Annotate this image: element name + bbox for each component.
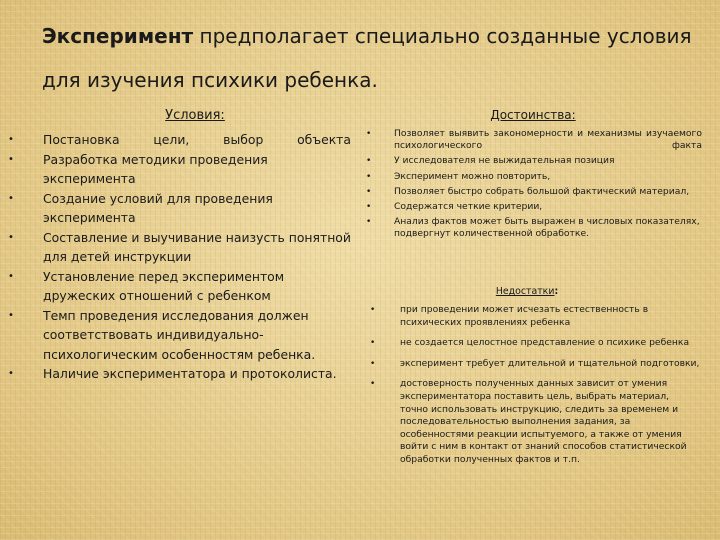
disadvantage-item: • не создается целостное представление о психике ребенка [362, 337, 700, 350]
condition-item: • Темп проведения исследования должен соответствовать индивидуально-психологическим особенностям ребенка. [0, 306, 351, 365]
advantage-item: • У исследователя не выжидательная позиция [358, 155, 702, 167]
condition-item: • Создание условий для проведения эксперимента [0, 189, 351, 228]
condition-item: • Разработка методики проведения эксперимента [0, 150, 351, 189]
advantage-item: • Содержатся четкие критерии, [358, 201, 702, 213]
advantages-list [358, 128, 702, 241]
title-line-1 [42, 22, 692, 50]
condition-item: • Установление перед экспериментом дружеских отношений с ребенком [0, 267, 351, 306]
disadvantages-heading [362, 286, 692, 297]
disadvantages-heading-text: Недостатки [495, 286, 555, 297]
disadvantages-list [362, 304, 700, 467]
advantage-item: • Анализ фактов может быть выражен в числовых показателях, подвергнут количественной обработке. [358, 216, 702, 240]
disadvantage-item: • эксперимент требует длительной и тщательной подготовки, [362, 358, 700, 371]
advantages-heading: Достоинства: [490, 108, 576, 122]
advantage-item: • Позволяет быстро собрать большой фактический материал, [358, 186, 702, 198]
condition-item: • Постановка цели, выбор объекта [0, 130, 351, 150]
title-bold-word: Эксперимент [42, 24, 194, 48]
title-line-2: для изучения психики ребенка. [42, 68, 378, 92]
advantage-item: • Позволяет выявить закономерности и механизмы изучаемого психологического факта [358, 128, 702, 152]
disadvantages-heading-colon: : [554, 286, 559, 297]
conditions-list [0, 130, 351, 384]
condition-item: • Составление и выучивание наизусть понятной для детей инструкции [0, 228, 351, 267]
title-line-1-rest: предполагает специально созданные условия [193, 24, 692, 48]
advantage-item: • Эксперимент можно повторить, [358, 171, 702, 183]
disadvantage-item: • при проведении может исчезать естественность в психических проявлениях ребенка [362, 304, 700, 329]
conditions-heading: Условия: [165, 108, 225, 123]
disadvantage-item: • достоверность полученных данных зависит от умения экспериментатора поставить цель, выбрать материал, точно использовать инструкцию, следить за временем и последовательностью выполнения задания, за особенностями реакции испытуемого, а также от умения войти с ним в контакт от знаний способов статистической обработки полученных фактов и т.п. [362, 378, 700, 466]
condition-item: • Наличие экспериментатора и протоколиста. [0, 364, 351, 384]
